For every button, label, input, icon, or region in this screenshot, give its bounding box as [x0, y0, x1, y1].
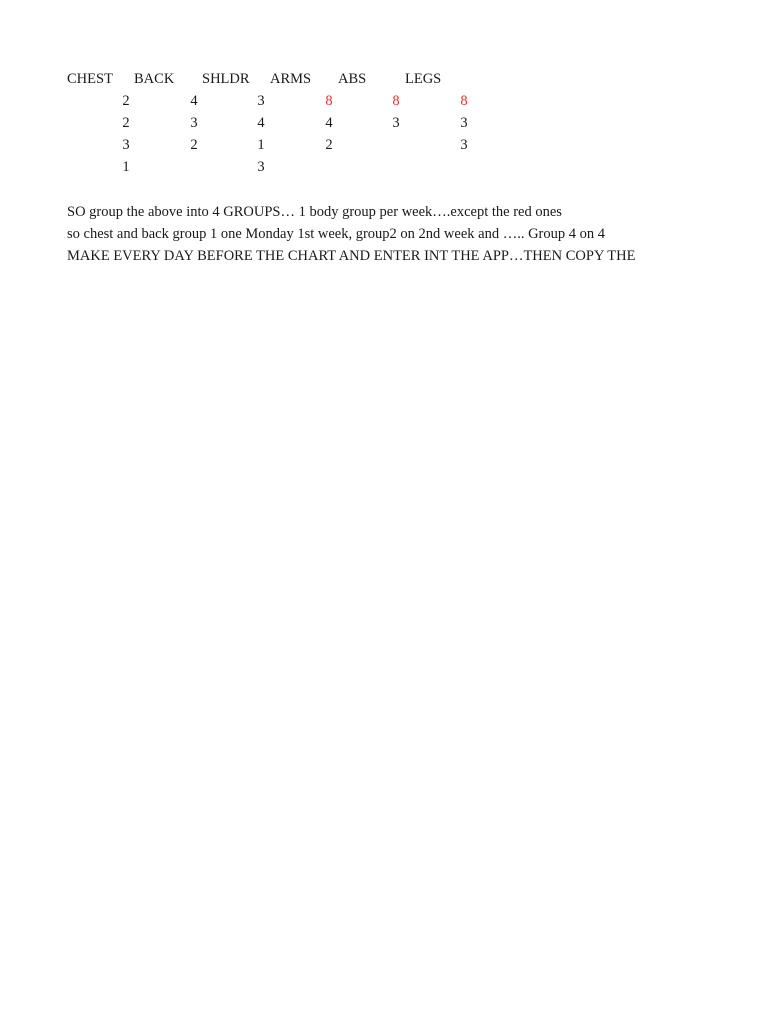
header-abs: ABS: [338, 71, 367, 87]
header-legs: LEGS: [405, 71, 442, 87]
note-line-2: so chest and back group 1 one Monday 1st week, group2 on 2nd week and ….. Group 4 on 4: [67, 227, 606, 242]
header-shldr: SHLDR: [202, 71, 250, 87]
table-cell: 4: [190, 93, 198, 109]
table-cell: 3: [460, 137, 468, 153]
table-cell: 4: [257, 115, 265, 131]
table-cell: 3: [257, 159, 265, 175]
table-cell: 1: [122, 159, 130, 175]
table-cell: 3: [460, 115, 468, 131]
table-cell-highlighted: 8: [325, 93, 333, 109]
note-line-1: SO group the above into 4 GROUPS… 1 body group per week….except the red ones: [67, 205, 562, 220]
table-cell: 2: [325, 137, 333, 153]
table-cell: 3: [122, 137, 130, 153]
header-chest: CHEST: [67, 71, 113, 87]
header-arms: ARMS: [270, 71, 312, 87]
table-cell: 2: [122, 115, 130, 131]
table-cell: 3: [257, 93, 265, 109]
header-back: BACK: [134, 71, 175, 87]
table-cell-highlighted: 8: [460, 93, 468, 109]
table-cell-highlighted: 8: [392, 93, 400, 109]
table-cell: 2: [122, 93, 130, 109]
table-cell: 1: [257, 137, 265, 153]
table-cell: 2: [190, 137, 198, 153]
note-line-3: MAKE EVERY DAY BEFORE THE CHART AND ENTER INT THE APP…THEN COPY THE: [67, 249, 636, 264]
table-cell: 3: [190, 115, 198, 131]
table-cell: 3: [392, 115, 400, 131]
table-cell: 4: [325, 115, 333, 131]
